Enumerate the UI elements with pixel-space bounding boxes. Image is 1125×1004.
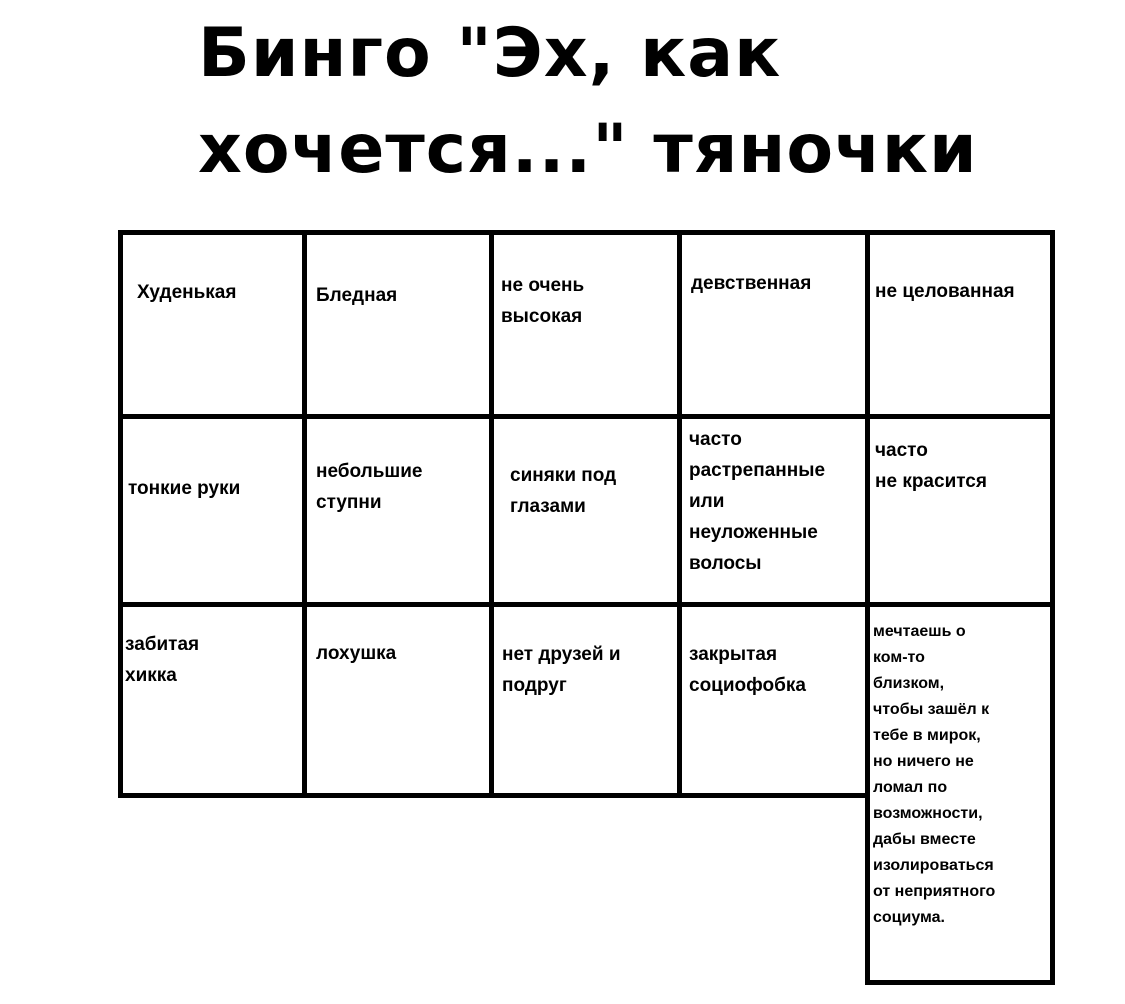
bingo-cell: синяки под глазами — [510, 465, 617, 517]
bingo-cell: мечтаешь о ком-то близком, чтобы зашёл к тебе в мирок, но ничего не ломал по возможности, дабы вместе изолироваться от неприятного социума. — [873, 623, 996, 926]
grid-line — [302, 230, 307, 798]
bingo-cell: забитая хикка — [125, 634, 200, 686]
bingo-cell: Худенькая — [137, 282, 237, 303]
grid-line — [118, 414, 1055, 419]
grid-line — [118, 602, 1055, 607]
bingo-cell: Бледная — [316, 285, 398, 306]
bingo-cell: часто не красится — [875, 440, 987, 492]
grid-line — [865, 230, 870, 985]
bingo-title-line-2: хочется..." тяночки — [198, 110, 978, 189]
grid-line — [118, 230, 123, 798]
grid-line — [118, 793, 870, 798]
bingo-cell: небольшие ступни — [316, 461, 423, 513]
bingo-cell: не целованная — [875, 281, 1015, 302]
grid-line — [865, 980, 1055, 985]
bingo-cell: лохушка — [316, 643, 397, 664]
bingo-cell: закрытая социофобка — [689, 644, 806, 696]
grid-line — [118, 230, 1055, 235]
bingo-title-line-1: Бинго "Эх, как — [198, 14, 782, 93]
bingo-cell: нет друзей и подруг — [502, 644, 621, 696]
bingo-cell: не очень высокая — [501, 275, 585, 327]
grid-line — [677, 230, 682, 798]
grid-line — [489, 230, 494, 798]
bingo-cell: девственная — [691, 273, 812, 294]
grid-line — [1050, 230, 1055, 985]
bingo-cell: часто растрепанные или неуложенные волосы — [689, 429, 826, 574]
bingo-cell: тонкие руки — [128, 478, 241, 499]
